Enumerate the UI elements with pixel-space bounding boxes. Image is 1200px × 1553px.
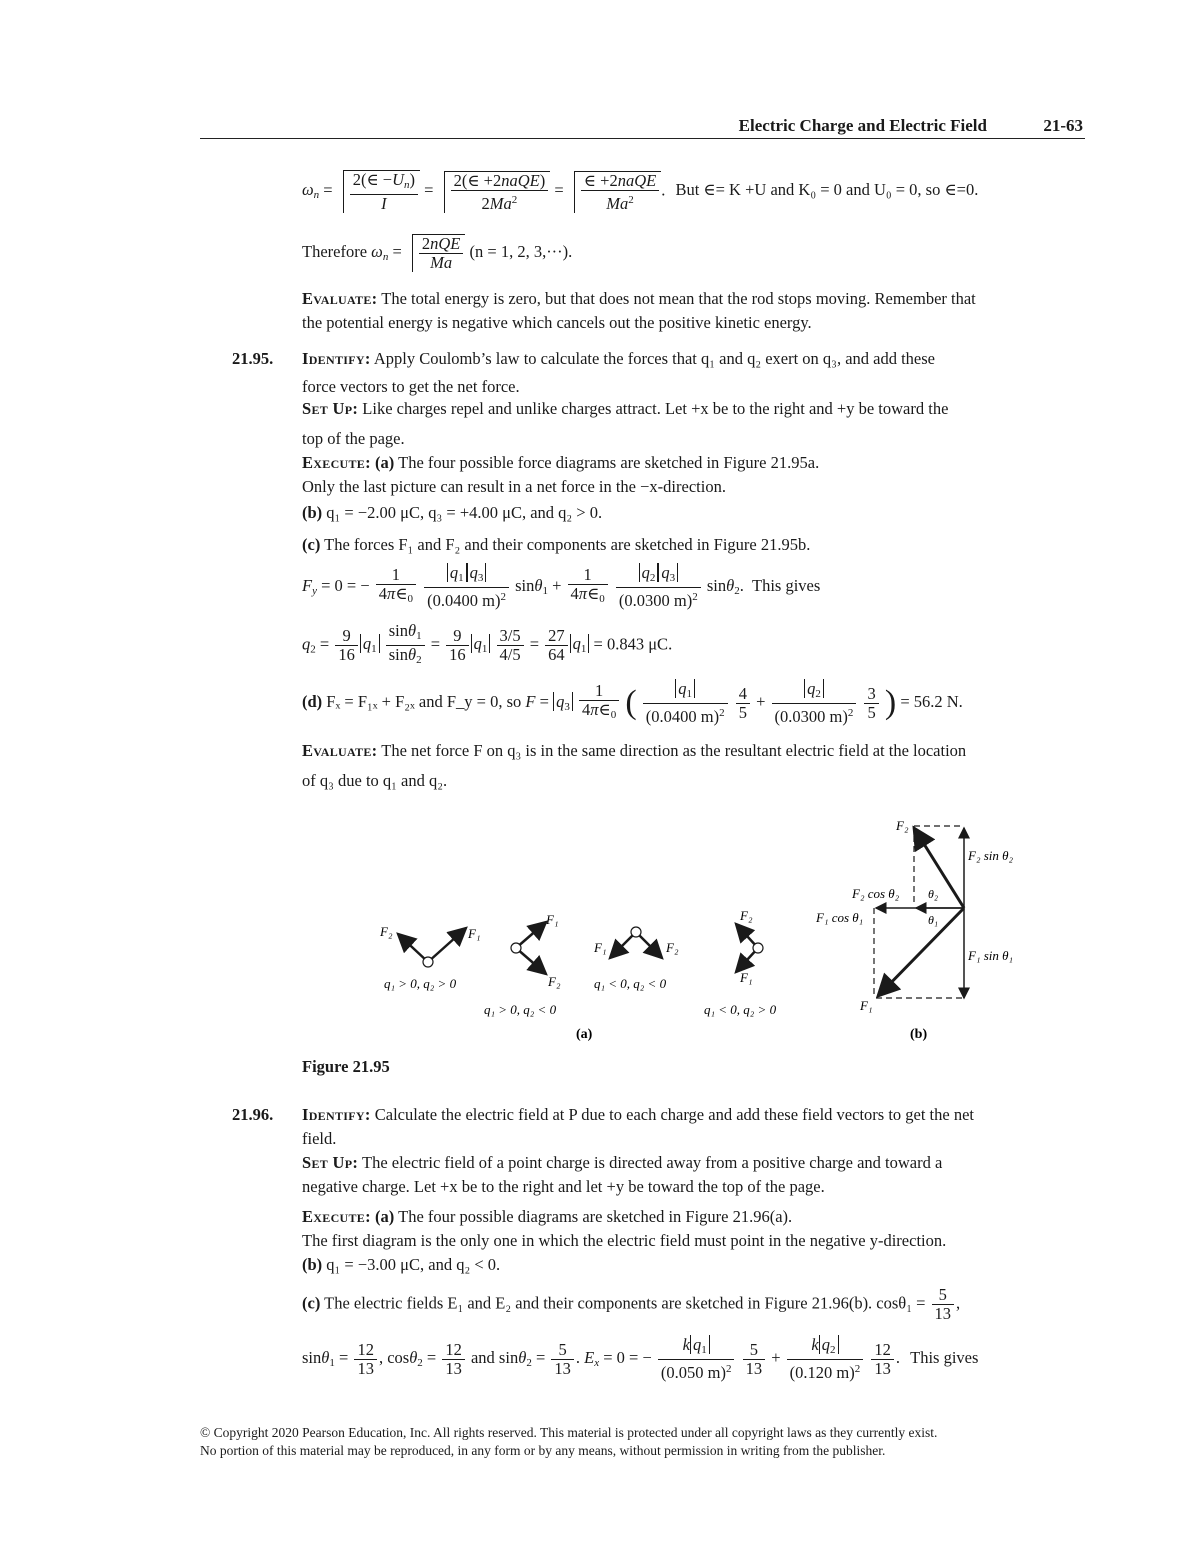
p95-identify-text1: Apply Coulomb’s law to calculate the forces that q₁ and q₂ exert on q₃, and add these: [373, 349, 935, 368]
p96-setup-line2: negative charge. Let +x be to the right and let +y be toward the top of the page.: [302, 1177, 825, 1196]
p95-setup-line1: [302, 398, 948, 420]
evaluate-label: Evaluate:: [302, 289, 378, 308]
p95-evaluate-label: Evaluate:: [302, 741, 378, 760]
p95-identify-line1: [302, 348, 935, 370]
d1-F1: F₁: [468, 926, 481, 941]
p96-execute-label: Execute:: [302, 1207, 371, 1226]
p95-c-line: [302, 534, 810, 556]
p96-c-line: (c) The electric fields E₁ and E₂ and their components are sketched in Figure 21.96(b). cosθ₁ = $\frac{5}{13}$ ,: [302, 1285, 961, 1323]
omega-equation: $\omega_n$ = $\frac{2(\in -U_n)}{I}$ = $\frac{\text{2(∈ +2naQE)}}{2Ma^2}$ = $\frac{\text{∈ +2naQE}}{Ma^2}$ . But ∈= K +U and K₀ = 0 and U₀ = 0, so ∈=0.: [302, 170, 979, 213]
setup-label: Set Up:: [302, 399, 359, 418]
p96-setup-text1: The electric field of a point charge is directed away from a positive charge and toward a: [361, 1153, 943, 1172]
part-c-label: (c): [302, 535, 321, 554]
p96-setup-line1: [302, 1152, 942, 1174]
fy-equation: $F_y = 0$ = − $\frac{1}{4\pi\in_0}$ $\frac{q_1 q_3}{(0.0400 m)^2}$ sinθ$_1$ + $\frac{1}{4\pi\in_0}$ $\frac{q_2 q_3}{(0.0300 m)^2}$ sinθ$_2$. This gives: [302, 563, 821, 610]
label-case-3: q₁ < 0, q₂ < 0: [594, 976, 667, 991]
p95-d-text: Fₓ = F₁ₓ + F₂ₓ and F_y = 0, so: [326, 691, 522, 711]
b-F2sin: F₂ sin θ₂: [968, 848, 1014, 863]
p96-execute-line1: [302, 1206, 792, 1228]
p96-part-a-label: (a): [375, 1207, 395, 1226]
identify-label: Identify:: [302, 349, 371, 368]
problem-number-95: 21.95.: [232, 349, 274, 368]
p95-a-line2: Only the last picture can result in a net force in the −x-direction.: [302, 477, 726, 496]
d2-F2: F₂: [548, 974, 561, 989]
p96-part-c-label: (c): [302, 1293, 321, 1313]
label-case-2: q₁ > 0, q₂ < 0: [484, 1002, 557, 1017]
figure-caption: Figure 21.95: [302, 1057, 390, 1076]
b-F1: F₁: [860, 998, 873, 1013]
fy-gives: This gives: [752, 575, 821, 595]
b-F2cos: F₂ cos θ₂: [852, 886, 900, 901]
therefore-label: Therefore: [302, 241, 368, 261]
part-b-label: (b): [302, 503, 323, 522]
fig-b-label: (b): [910, 1027, 928, 1042]
p95-evaluate-line2: of q₃ due to q₁ and q₂.: [302, 771, 448, 790]
p96-identify-line1: [302, 1104, 974, 1126]
figure-21-95: [360, 812, 1040, 1052]
p96-identify-label: Identify:: [302, 1105, 371, 1124]
diagram-case-2: [484, 912, 561, 1017]
p96-part-b-label: (b): [302, 1255, 323, 1274]
b-F2: F₂: [896, 818, 909, 833]
p96-c-text: The electric fields E₁ and E₂ and their components are sketched in Figure 21.96(b). cosθ₁ =: [324, 1293, 926, 1313]
diagram-case-3: [593, 927, 679, 991]
p96-gives: This gives: [910, 1347, 979, 1367]
p95-setup-line2: top of the page.: [302, 429, 405, 448]
p96-a-text1: The four possible diagrams are sketched in Figure 21.96(a).: [398, 1207, 793, 1226]
p95-evaluate-line1: [302, 740, 966, 762]
therefore-line: Therefore $\omega_n$ = $\frac{\text{2nQE}}{Ma}$ (n = 1, 2, 3,···).: [302, 234, 573, 272]
n-values: (n = 1, 2, 3,···).: [469, 241, 573, 261]
q2-equation: $q_2$ = $\frac{9}{16}$ $q_1$ $\frac{\sin\theta_1}{\sin\theta_2}$ = $\frac{9}{16}$ $q_1$ $\frac{3/5}{4/5}$ = $\frac{27}{64}$ $q_1 = 0.843$ μC.: [302, 621, 673, 666]
p95-setup-text1: Like charges repel and unlike charges attract. Let +x be to the right and +y be toward the: [362, 399, 949, 418]
p95-b-text: q₁ = −2.00 μC, q₃ = +4.00 μC, and q₂ > 0.: [326, 503, 603, 522]
execute-label: Execute:: [302, 453, 371, 472]
footer-line2: No portion of this material may be reproduced, in any form or by any means, without permission in writing from the publisher.: [200, 1443, 886, 1458]
p96-b-text: q₁ = −3.00 μC, and q₂ < 0.: [326, 1255, 501, 1274]
d4-F1: F₁: [740, 970, 753, 985]
d-result: = 56.2 N.: [900, 691, 963, 711]
p95-d-line: (d) Fₓ = F₁ₓ + F₂ₓ and F_y = 0, so $F = q_3$ $\frac{1}{4\pi\in_0}$ ( $\frac{q_1}{(0.0400 m)^2}$ $\frac{4}{5}$ + $\frac{q_2}{(0.0300 m)^2}$ $\frac{3}{5}$ ) = 56.2 N.: [302, 679, 963, 726]
p96-identify-line2: field.: [302, 1129, 337, 1148]
footer-line1: © Copyright 2020 Pearson Education, Inc. All rights reserved. This material is protected under all copyright laws as they currently exist.: [200, 1425, 938, 1440]
problem-number-96: 21.96.: [232, 1105, 274, 1124]
b-theta2: θ₂: [928, 887, 939, 901]
d3-F2: F₂: [666, 940, 679, 955]
label-case-4: q₁ < 0, q₂ > 0: [704, 1002, 777, 1017]
p95-b-line: [302, 502, 602, 524]
part-d-label: (d): [302, 691, 323, 711]
diagram-case-4: [704, 908, 777, 1017]
p96-trig-equation: sinθ$_1$ = $\frac{12}{13}$ , cosθ$_2$ = $\frac{12}{13}$ and sinθ$_2$ = $\frac{5}{13}$ . $E_x = 0$ = − $\frac{k q_1}{(0.050 m)^2}$ $\frac{5}{13}$ + $\frac{k q_2}{(0.120 m)^2}$ $\frac{12}{13}$ . This gives: [302, 1335, 979, 1382]
p95-execute-line1: [302, 452, 819, 474]
p95-a-text1: The four possible force diagrams are sketched in Figure 21.95a.: [398, 453, 820, 472]
p95-c-text: The forces F₁ and F₂ and their components are sketched in Figure 21.95b.: [324, 535, 811, 554]
prev-evaluate-text1: The total energy is zero, but that does not mean that the rod stops moving. Remember that: [381, 289, 976, 308]
p95-identify-line2: force vectors to get the net force.: [302, 377, 520, 396]
label-case-1: q₁ > 0, q₂ > 0: [384, 976, 457, 991]
b-F1sin: F₁ sin θ₁: [968, 948, 1014, 963]
b-theta1: θ₁: [928, 913, 939, 927]
part-a-label: (a): [375, 453, 395, 472]
fig-a-label: (a): [576, 1027, 593, 1042]
prev-evaluate-line1: [302, 288, 976, 310]
p96-a-line2: The first diagram is the only one in which the electric field must point in the negative y-direction.: [302, 1231, 947, 1250]
page-number: 21-63: [1043, 116, 1083, 135]
d2-F1: F₁: [546, 912, 559, 927]
running-header: [200, 116, 1085, 139]
diagram-case-1: [379, 924, 480, 991]
d3-F1: F₁: [594, 940, 607, 955]
p96-identify-text1: Calculate the electric field at P due to each charge and add these field vectors to get the net: [374, 1105, 974, 1124]
component-diagram: [815, 818, 1014, 1013]
p96-b-line: [302, 1254, 500, 1276]
q2-result: = 0.843 μC.: [593, 634, 673, 654]
prev-evaluate-line2: the potential energy is negative which cancels out the positive kinetic energy.: [302, 313, 812, 332]
copyright-footer: [200, 1424, 937, 1460]
omega-note: But ∈= K +U and K₀ = 0 and U₀ = 0, so ∈=0.: [675, 180, 979, 200]
p96-setup-label: Set Up:: [302, 1153, 359, 1172]
b-F1cos: F₁ cos θ₁: [816, 910, 864, 925]
chapter-title: Electric Charge and Electric Field: [738, 116, 987, 135]
d1-F2: F₂: [380, 924, 393, 939]
d4-F2: F₂: [740, 908, 753, 923]
p95-evaluate-text1: The net force F on q₃ is in the same direction as the resultant electric field at the location: [381, 741, 967, 760]
